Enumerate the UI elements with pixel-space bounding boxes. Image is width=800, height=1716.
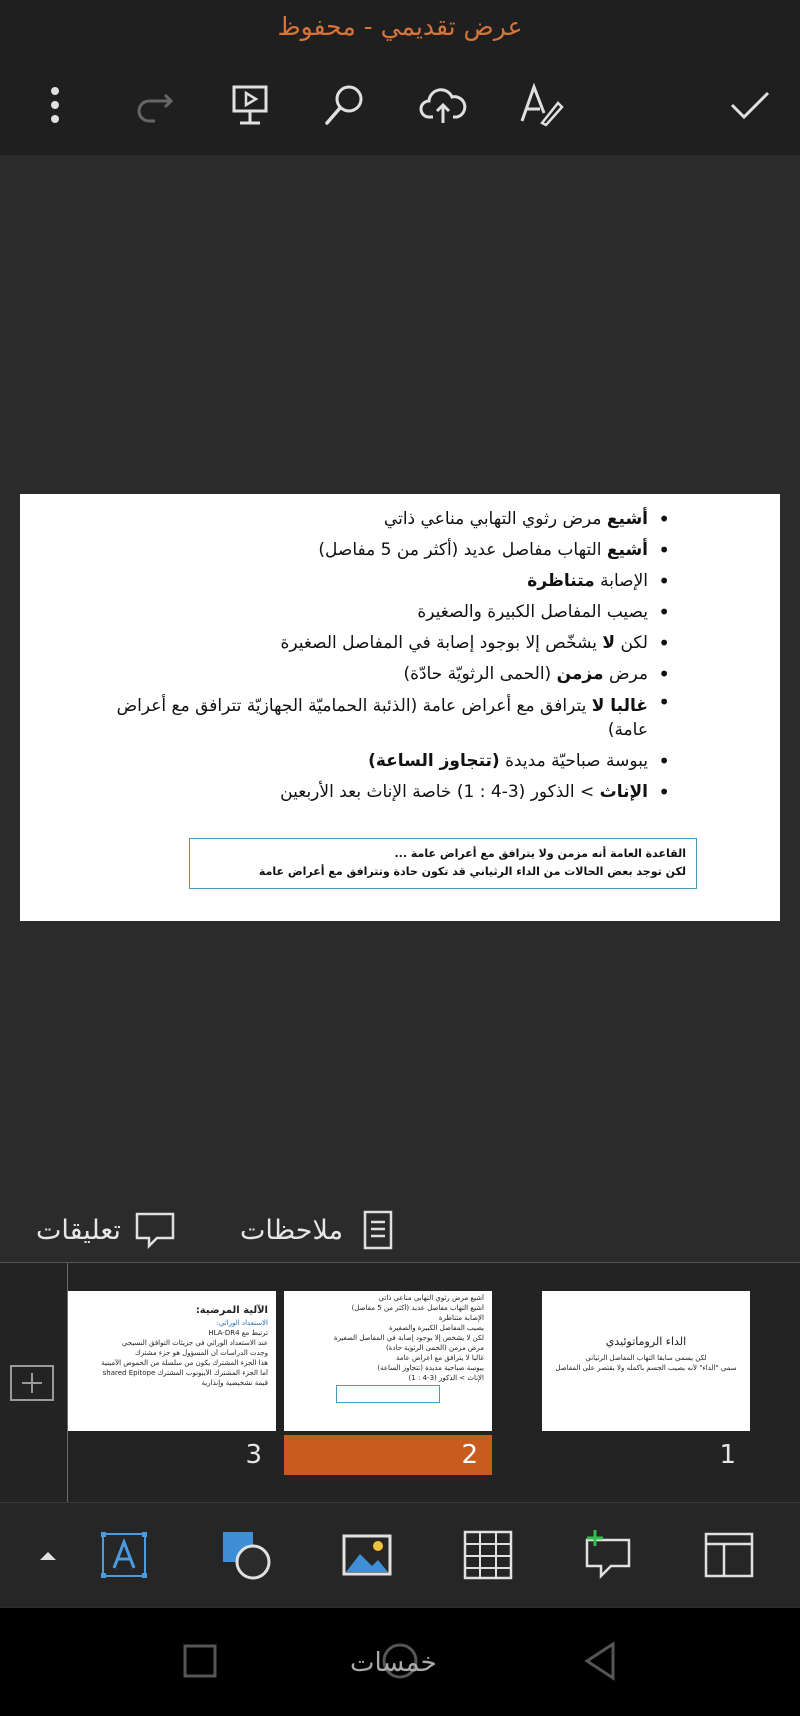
comment-icon bbox=[133, 1208, 177, 1252]
thumb-line: أشيع مرض رثوي التهابي مناعي ذاتي bbox=[378, 1294, 484, 1302]
slide-thumbnail-2[interactable] bbox=[284, 1291, 492, 1431]
slide-thumbnail-3[interactable] bbox=[68, 1291, 276, 1431]
bullet-item: • لكن لا يشخّص إلا بوجود إصابة في المفاصل الصغيرة bbox=[110, 628, 670, 659]
thumb-line: ترتبط مع HLA-DR4 bbox=[208, 1329, 268, 1337]
back-icon[interactable] bbox=[575, 1636, 625, 1686]
collapse-up-icon[interactable] bbox=[18, 1525, 78, 1585]
thumb-line: لكن لا يشخص إلا بوجود إصابة في المفاصل الصغيرة bbox=[333, 1334, 484, 1342]
thumb-line: مرض مزمن (الحمى الرثوية حادة) bbox=[385, 1344, 484, 1352]
text-box-icon[interactable] bbox=[94, 1525, 154, 1585]
rule-line-1: القاعدة العامة أنه مزمن ولا يترافق مع أعراض عامة ... bbox=[394, 847, 686, 860]
thumb-line: وجدت الدراسات أن المسؤول هو جزء مشترك bbox=[134, 1349, 268, 1357]
top-bar bbox=[0, 0, 800, 155]
slide-number-1: 1 bbox=[719, 1440, 736, 1470]
thumb-line: الإناث > الذكور (3-4 : 1) bbox=[408, 1374, 484, 1382]
present-icon[interactable] bbox=[215, 70, 285, 140]
insert-toolbar bbox=[0, 1502, 800, 1607]
thumb-line: هذا الجزء المشترك يكون من سلسلة من الحموض الأمينية bbox=[101, 1359, 268, 1367]
thumb-line: قيمة تشخيصية وإنذارية bbox=[201, 1379, 268, 1387]
current-slide[interactable] bbox=[20, 494, 780, 921]
bullet-item: • يصيب المفاصل الكبيرة والصغيرة bbox=[110, 597, 670, 628]
notes-button[interactable] bbox=[240, 1205, 399, 1255]
bullet-item: • الإصابة متناظرة bbox=[110, 566, 670, 597]
slide-thumbnail-strip[interactable] bbox=[0, 1262, 800, 1502]
slide-bullet-list[interactable] bbox=[110, 504, 670, 808]
thumb-line: يصيب المفاصل الكبيرة والصغيرة bbox=[389, 1324, 484, 1332]
android-nav-bar bbox=[0, 1608, 800, 1716]
bullet-item: • أشيع التهاب مفاصل عديد (أكثر من 5 مفاصل) bbox=[110, 535, 670, 566]
document-title[interactable]: عرض تقديمي - محفوظ bbox=[277, 12, 523, 41]
slide-number-2: 2 bbox=[284, 1435, 492, 1475]
thumb-title: الآلية المرضية: bbox=[195, 1305, 268, 1316]
notes-comments-bar bbox=[0, 1195, 800, 1265]
text-format-icon[interactable] bbox=[505, 70, 575, 140]
more-options-icon[interactable] bbox=[20, 70, 90, 140]
plus-icon bbox=[18, 1369, 46, 1397]
thumb-line: عند الاستعداد الوراثي في جزيئات التوافق النسيجي bbox=[121, 1339, 268, 1347]
bullet-item: • غالبا لا يترافق مع أعراض عامة (الذئبة الحماميّة الجهازيّة تترافق مع أعراض عامة) bbox=[110, 690, 670, 746]
rule-line-2: لكن توجد بعض الحالات من الداء الرثياني قد تكون حادة وتترافق مع أعراض عامة bbox=[258, 865, 686, 878]
thumb-line: الإصابة متناظرة bbox=[438, 1314, 484, 1322]
thumb-line: لكن يسمى سابقا التهاب المفاصل الرثياني bbox=[585, 1354, 707, 1362]
thumb-title: الداء الروماتوئيدي bbox=[605, 1335, 687, 1348]
slide-thumbnail-1[interactable] bbox=[542, 1291, 750, 1431]
bullet-item: • مرض مزمن (الحمى الرثويّة حادّة) bbox=[110, 659, 670, 690]
thumb-line: غالبا لا يترافق مع أعراض عامة bbox=[395, 1354, 484, 1362]
search-icon[interactable] bbox=[310, 70, 380, 140]
shapes-icon[interactable] bbox=[216, 1525, 276, 1585]
bullet-item: • أشيع مرض رثوي التهابي مناعي ذاتي bbox=[110, 504, 670, 535]
redo-icon[interactable] bbox=[120, 70, 190, 140]
recent-apps-icon[interactable] bbox=[175, 1636, 225, 1686]
table-icon[interactable] bbox=[458, 1525, 518, 1585]
comments-label: تعليقات bbox=[36, 1214, 121, 1246]
layout-icon[interactable] bbox=[699, 1525, 759, 1585]
thumb-line: أشيع التهاب مفاصل عديد (أكثر من 5 مفاصل) bbox=[351, 1304, 484, 1312]
rule-text-box[interactable] bbox=[189, 838, 697, 889]
thumb-rule-box bbox=[336, 1385, 440, 1403]
add-slide-column bbox=[0, 1263, 68, 1503]
slide-canvas[interactable] bbox=[0, 155, 800, 1195]
add-slide-button[interactable] bbox=[10, 1365, 54, 1401]
done-checkmark-icon[interactable] bbox=[715, 70, 785, 140]
thumb-line: الاستعداد الوراثي: bbox=[216, 1319, 268, 1327]
comments-button[interactable] bbox=[36, 1205, 177, 1255]
cloud-upload-icon[interactable] bbox=[408, 70, 478, 140]
slide-number-3: 3 bbox=[245, 1440, 262, 1470]
bullet-item: • الإناث > الذكور (3-4 : 1) خاصة الإناث بعد الأربعين bbox=[110, 777, 670, 808]
thumb-line: يبوسة صباحية مديدة (تتجاوز الساعة) bbox=[377, 1364, 484, 1372]
thumb-line: أما الجزء المشترك الأيبوتوب المشترك shared Epitope bbox=[102, 1369, 268, 1377]
new-comment-icon[interactable] bbox=[578, 1525, 638, 1585]
thumb-line: سمي "الداء" لأنه يصيب الجسم بأكمله ولا يقتصر على المفاصل bbox=[555, 1364, 737, 1372]
bullet-item: • يبوسة صباحيّة مديدة (تتجاوز الساعة) bbox=[110, 746, 670, 777]
main-toolbar bbox=[0, 70, 800, 140]
watermark: خمسات bbox=[350, 1648, 437, 1678]
notes-label: ملاحظات bbox=[240, 1214, 344, 1246]
picture-icon[interactable] bbox=[337, 1525, 397, 1585]
notes-icon bbox=[355, 1208, 399, 1252]
